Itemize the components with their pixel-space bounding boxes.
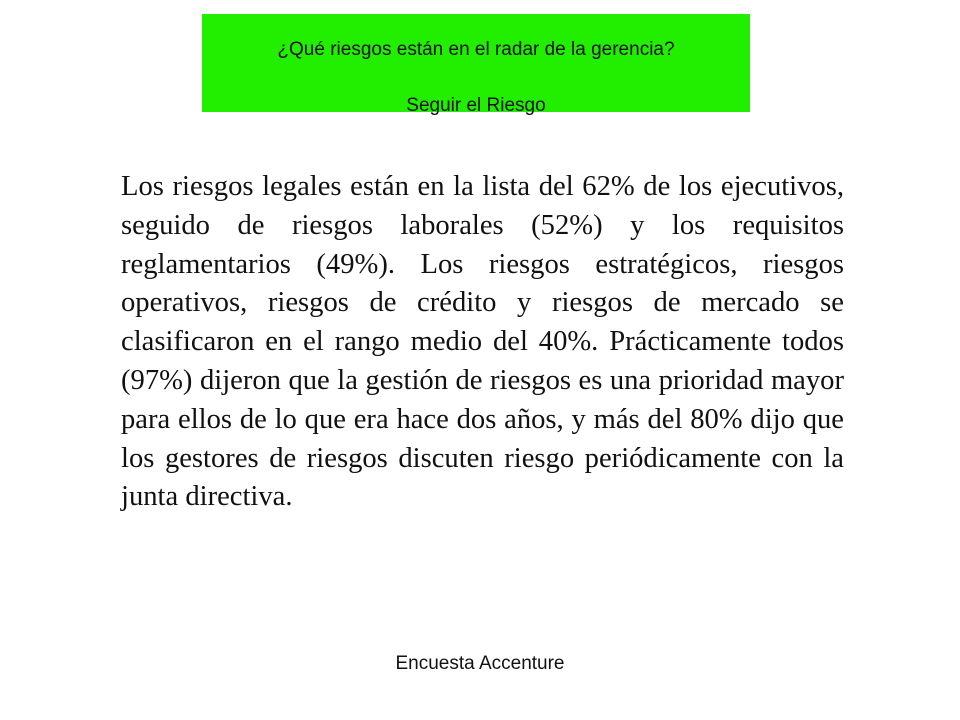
header-question: ¿Qué riesgos están en el radar de la gerencia? — [277, 39, 675, 60]
header-banner — [202, 14, 750, 116]
header-subtitle: Seguir el Riesgo — [406, 95, 546, 116]
footer-source: Encuesta Accenture — [395, 653, 565, 674]
body-paragraph: Los riesgos legales están en la lista del 62% de los ejecutivos, seguido de riesgos laborales (52%) y los requisitos reglamentarios (49%). Los riesgos estratégicos, riesgos operativos, riesgos de crédito y riesgos de mercado se clasificaron en el rango medio del 40%. Prácticamente todos (97%) dijeron que la gestión de riesgos es una prioridad mayor para ellos de lo que era hace dos años, y más del 80% dijo que los gestores de riesgos discuten riesgo periódicamente con la junta directiva. — [121, 171, 844, 513]
